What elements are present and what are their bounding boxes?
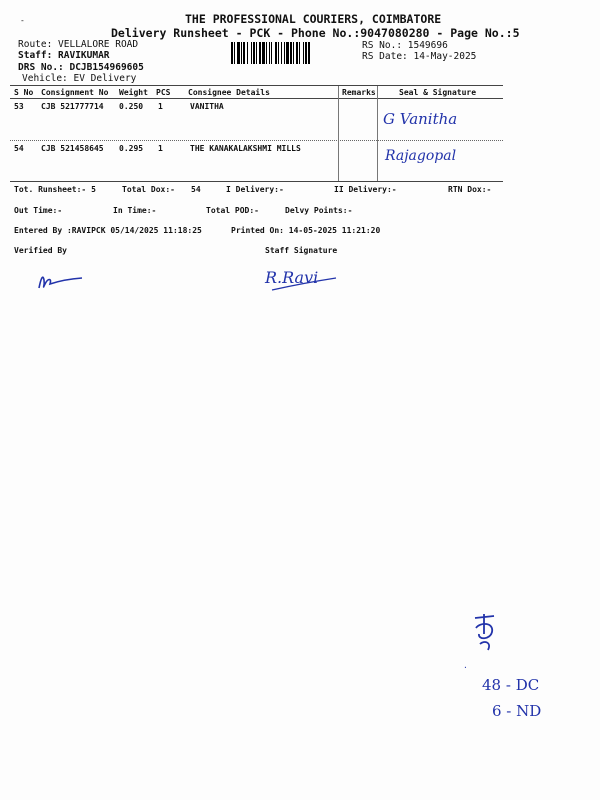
table-top-rule bbox=[10, 85, 503, 86]
barcode-bar bbox=[281, 42, 282, 64]
barcode-bar bbox=[247, 42, 248, 64]
barcode-bar bbox=[303, 42, 304, 64]
barcode-bar bbox=[286, 42, 289, 64]
tot-runsheet: Tot. Runsheet:- 5 bbox=[14, 185, 96, 194]
staff-label: Staff: RAVIKUMAR bbox=[18, 50, 110, 61]
barcode-bar bbox=[269, 42, 270, 64]
barcode-bar bbox=[284, 42, 285, 64]
i-delivery: I Delivery:- bbox=[226, 185, 284, 194]
drs-number: DRS No.: DCJB154969605 bbox=[18, 62, 144, 73]
ii-delivery: II Delivery:- bbox=[334, 185, 397, 194]
barcode-bar bbox=[275, 42, 277, 64]
barcode-bar bbox=[256, 42, 257, 64]
barcode-bar bbox=[262, 42, 265, 64]
remarks-col-right-rule bbox=[377, 86, 378, 181]
col-header-pcs: PCS bbox=[156, 88, 171, 97]
verified-signature-scribble bbox=[36, 270, 86, 294]
row-pcs: 1 bbox=[158, 102, 163, 111]
in-time: In Time:- bbox=[113, 206, 157, 215]
ink-dot: · bbox=[463, 663, 468, 672]
barcode-bar bbox=[251, 42, 252, 64]
col-header-sno: S No bbox=[14, 88, 34, 97]
row-signature: Rajagopal bbox=[385, 148, 457, 164]
barcode-bar bbox=[231, 42, 233, 64]
row-pcs: 1 bbox=[158, 144, 163, 153]
rs-number: RS No.: 1549696 bbox=[362, 40, 448, 51]
row-consignment: CJB 521458645 bbox=[41, 144, 104, 153]
handwritten-note-dc: 48 - DC bbox=[482, 676, 540, 694]
barcode bbox=[231, 42, 357, 64]
barcode-bar bbox=[296, 42, 298, 64]
col-header-remarks: Remarks bbox=[342, 88, 376, 97]
remarks-col-left-rule bbox=[338, 86, 339, 181]
barcode-bar bbox=[308, 42, 310, 64]
route-label: Route: VELLALORE ROAD bbox=[18, 39, 139, 50]
row-consignee: VANITHA bbox=[190, 102, 224, 111]
row-weight: 0.250 bbox=[119, 102, 144, 111]
rs-date: RS Date: 14-May-2025 bbox=[362, 51, 477, 62]
barcode-bar bbox=[278, 42, 279, 64]
margin-scribble bbox=[470, 612, 504, 654]
barcode-bar bbox=[259, 42, 261, 64]
out-time: Out Time:- bbox=[14, 206, 63, 215]
delvy-points: Delvy Points:- bbox=[285, 206, 353, 215]
handwritten-note-nd: 6 - ND bbox=[492, 702, 542, 720]
col-header-consignee: Consignee Details bbox=[188, 88, 270, 97]
col-header-weight: Weight bbox=[119, 88, 148, 97]
barcode-bar bbox=[243, 42, 245, 64]
barcode-bar bbox=[290, 42, 292, 64]
barcode-bar bbox=[305, 42, 307, 64]
barcode-bar bbox=[253, 42, 255, 64]
barcode-bar bbox=[237, 42, 240, 64]
printed-on: Printed On: 14-05-2025 11:21:20 bbox=[231, 226, 381, 235]
barcode-bar bbox=[241, 42, 242, 64]
entered-by: Entered By :RAVIPCK 05/14/2025 11:18:25 bbox=[14, 226, 202, 235]
staff-signature-underline bbox=[270, 276, 340, 294]
row-consignee: THE KANAKALAKSHMI MILLS bbox=[190, 144, 301, 153]
barcode-bar bbox=[271, 42, 272, 64]
staff-signature: R.Ravi bbox=[265, 268, 319, 287]
row-sno: 54 bbox=[14, 144, 24, 153]
table-header-rule bbox=[10, 98, 503, 99]
row-sno: 53 bbox=[14, 102, 24, 111]
barcode-bar bbox=[299, 42, 300, 64]
staff-signature-label: Staff Signature bbox=[265, 246, 338, 255]
corner-mark: - bbox=[20, 16, 25, 25]
rtn-dox: RTN Dox:- bbox=[448, 185, 492, 194]
col-header-signature: Seal & Signature bbox=[399, 88, 477, 97]
vehicle-label: Vehicle: EV Delivery bbox=[22, 73, 137, 84]
verified-by-label: Verified By bbox=[14, 246, 67, 255]
runsheet-subtitle: Delivery Runsheet - PCK - Phone No.:9047080280 - Page No.:5 bbox=[111, 26, 520, 40]
row-signature: G Vanitha bbox=[383, 110, 458, 128]
row-divider bbox=[10, 140, 503, 141]
total-dox-label: Total Dox:- bbox=[122, 185, 175, 194]
barcode-bar bbox=[293, 42, 294, 64]
col-header-consignment: Consignment No bbox=[41, 88, 109, 97]
barcode-bar bbox=[266, 42, 267, 64]
barcode-bar bbox=[234, 42, 235, 64]
table-bottom-rule bbox=[10, 181, 503, 182]
company-title: THE PROFESSIONAL COURIERS, COIMBATORE bbox=[185, 12, 442, 26]
total-dox-value: 54 bbox=[191, 185, 201, 194]
total-pod: Total POD:- bbox=[206, 206, 259, 215]
row-consignment: CJB 521777714 bbox=[41, 102, 104, 111]
row-weight: 0.295 bbox=[119, 144, 144, 153]
